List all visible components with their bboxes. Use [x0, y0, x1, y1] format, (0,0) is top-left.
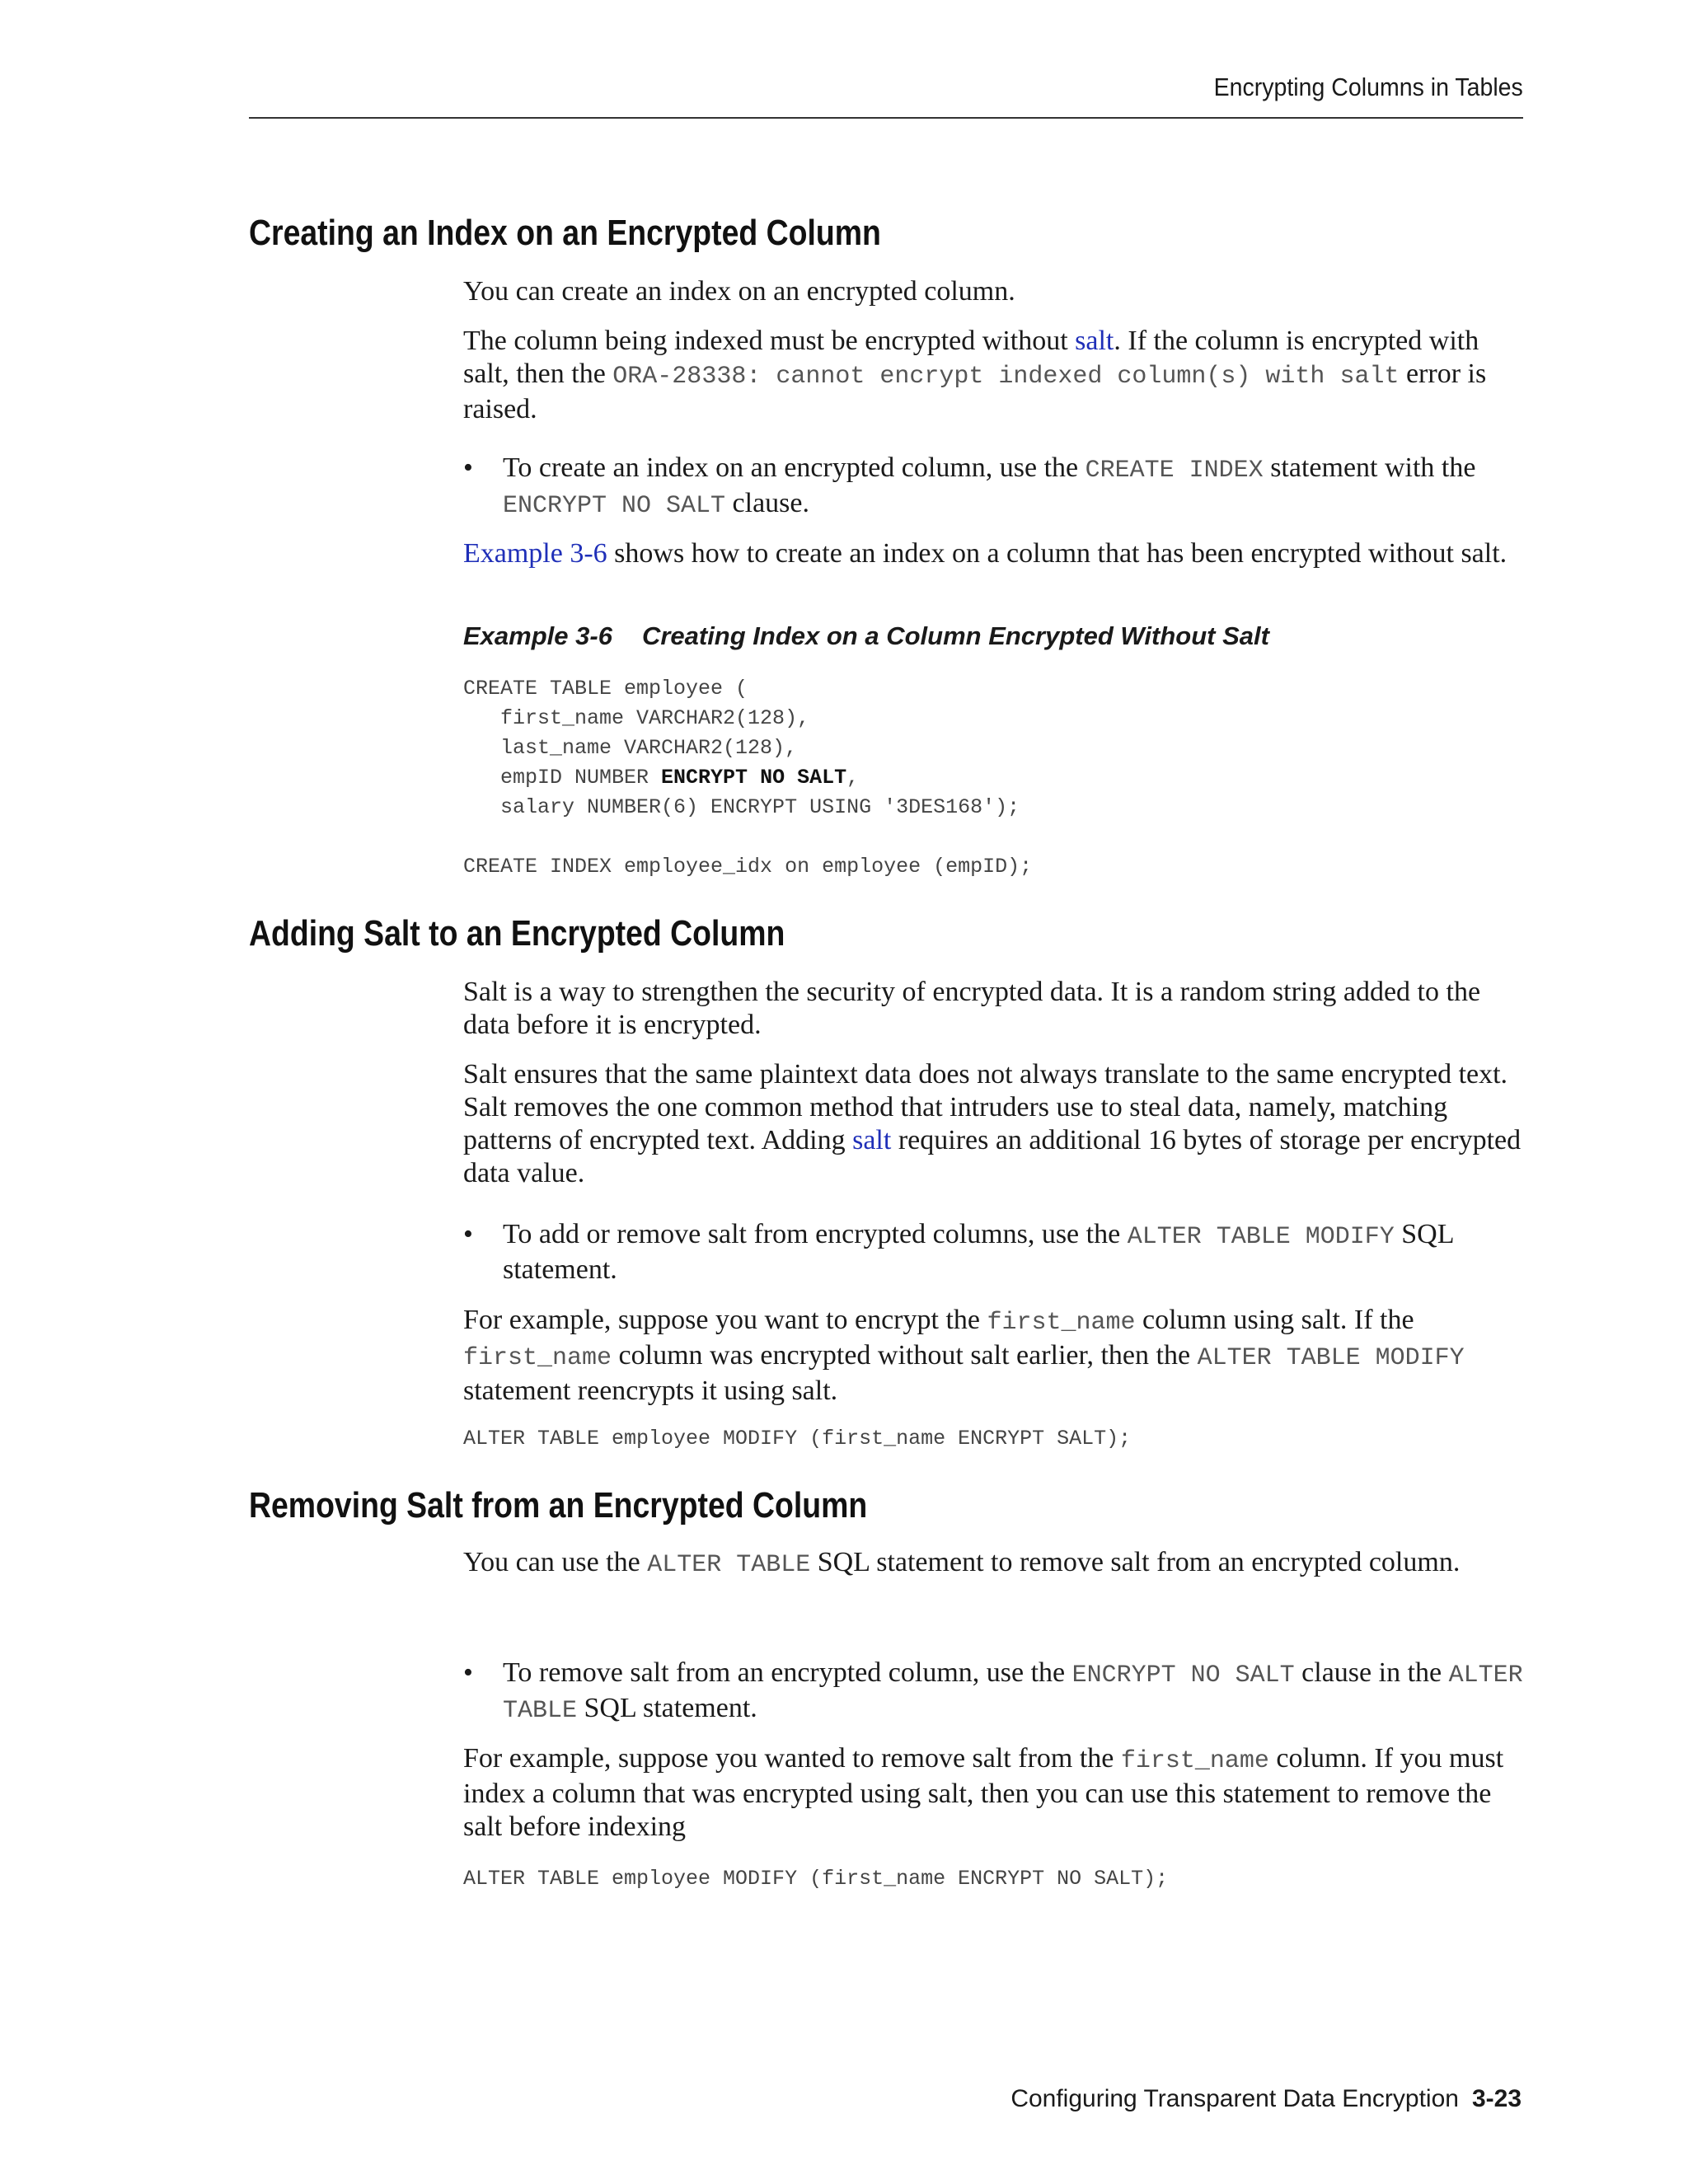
paragraph-text: For example, suppose you want to encrypt the [463, 1305, 987, 1335]
inline-code: ENCRYPT NO SALT [503, 492, 726, 520]
paragraph-text: The column being indexed must be encrypted without [463, 326, 1076, 356]
paragraph [463, 325, 1526, 426]
bullet-icon: • [463, 452, 473, 483]
section-heading-adding-salt: Adding Salt to an Encrypted Column [249, 913, 785, 954]
bullet-icon: • [463, 1219, 473, 1249]
paragraph [463, 1058, 1526, 1190]
inline-code: ALTER TABLE MODIFY [1127, 1223, 1395, 1251]
code-line: , [846, 766, 860, 790]
bullet-text: SQL statement. [577, 1693, 757, 1723]
page-number: 3-23 [1471, 2085, 1522, 2112]
paragraph [463, 1742, 1526, 1844]
example-3-6-link[interactable]: Example 3-6 [463, 538, 607, 569]
inline-code: ALTER TABLE [647, 1551, 811, 1579]
header-rule [249, 117, 1523, 119]
paragraph-text: shows how to create an index on a column that has been encrypted without salt. [607, 538, 1507, 569]
paragraph-text: . If the column is encrypted with salt, then the [463, 326, 1479, 389]
paragraph [463, 976, 1526, 1042]
paragraph [463, 275, 1526, 308]
bullet-text: To add or remove salt from encrypted columns, use the [503, 1219, 1128, 1249]
footer-title: Configuring Transparent Data Encryption [1010, 2085, 1459, 2112]
bullet-item [463, 1657, 1526, 1727]
paragraph [463, 1546, 1526, 1582]
salt-link[interactable]: salt [852, 1125, 892, 1155]
inline-code: first_name [987, 1309, 1136, 1337]
code-line: first_name VARCHAR2(128), [463, 706, 810, 730]
page-footer [1010, 2085, 1522, 2113]
example-caption [463, 621, 1269, 651]
example-title: Creating Index on a Column Encrypted Without Salt [641, 621, 1269, 650]
running-header: Encrypting Columns in Tables [1213, 73, 1523, 101]
paragraph-text: error is raised. [463, 359, 1487, 424]
inline-code: ALTER TABLE [503, 1661, 1523, 1725]
section-heading-removing-salt: Removing Salt from an Encrypted Column [249, 1485, 868, 1526]
inline-code: ENCRYPT NO SALT [1071, 1661, 1295, 1690]
bullet-text: To create an index on an encrypted column, use the [503, 452, 1085, 483]
paragraph-text: column using salt. If the [1135, 1305, 1414, 1335]
code-line: last_name VARCHAR2(128), [463, 736, 798, 760]
bullet-icon: • [463, 1657, 473, 1688]
bullet-text: clause. [725, 488, 809, 518]
section-heading-create-index: Creating an Index on an Encrypted Column [249, 213, 881, 253]
inline-code: ALTER TABLE MODIFY [1197, 1344, 1465, 1372]
paragraph-text: You can use the [463, 1547, 648, 1577]
code-line: empID NUMBER [463, 766, 662, 790]
paragraph [463, 537, 1526, 570]
code-line: salary NUMBER(6) ENCRYPT USING '3DES168'); [463, 795, 1020, 819]
inline-code: first_name [1120, 1747, 1269, 1775]
paragraph-text: Salt ensures that the same plaintext data does not always translate to the same encrypted text. Salt removes the one common method that intruders use to steal data, namely, matching patterns of encrypted text. Adding [463, 1059, 1508, 1155]
salt-link[interactable]: salt [1075, 326, 1114, 356]
bullet-text: clause in the [1294, 1657, 1449, 1688]
paragraph-text: column was encrypted without salt earlier, then the [612, 1340, 1198, 1371]
code-emphasis: ENCRYPT NO SALT [661, 766, 847, 790]
code-example-add-salt: ALTER TABLE employee MODIFY (first_name ENCRYPT SALT); [463, 1427, 1132, 1451]
paragraph [463, 1304, 1526, 1408]
code-line: CREATE TABLE employee ( [463, 677, 748, 701]
paragraph-text: You can create an index on an encrypted column. [463, 276, 1015, 307]
bullet-item [463, 452, 1526, 523]
paragraph-text: column. If you must index a column that was encrypted using salt, then you can use this statement to remove the salt before indexing [463, 1743, 1504, 1842]
paragraph-text: SQL statement to remove salt from an encrypted column. [810, 1547, 1461, 1577]
code-line: CREATE INDEX employee_idx on employee (empID); [463, 855, 1033, 879]
code-example-remove-salt: ALTER TABLE employee MODIFY (first_name ENCRYPT NO SALT); [463, 1867, 1169, 1891]
inline-code: first_name [463, 1344, 612, 1372]
code-example-create-table [463, 674, 1032, 882]
bullet-text: SQL statement. [503, 1219, 1454, 1285]
example-number: Example 3-6 [463, 621, 612, 650]
paragraph-text: Salt is a way to strengthen the security of encrypted data. It is a random string added to the data before it is encrypted. [463, 977, 1481, 1040]
paragraph-text: requires an additional 16 bytes of storage per encrypted data value. [463, 1125, 1522, 1188]
paragraph-text: For example, suppose you wanted to remove salt from the [463, 1743, 1121, 1774]
bullet-item [463, 1218, 1526, 1286]
bullet-text: To remove salt from an encrypted column, use the [503, 1657, 1072, 1688]
inline-code: CREATE INDEX [1085, 457, 1264, 485]
paragraph-text: statement reencrypts it using salt. [463, 1376, 838, 1406]
inline-code: ORA-28338: cannot encrypt indexed column(s) with salt [612, 363, 1400, 391]
bullet-text: statement with the [1263, 452, 1476, 483]
